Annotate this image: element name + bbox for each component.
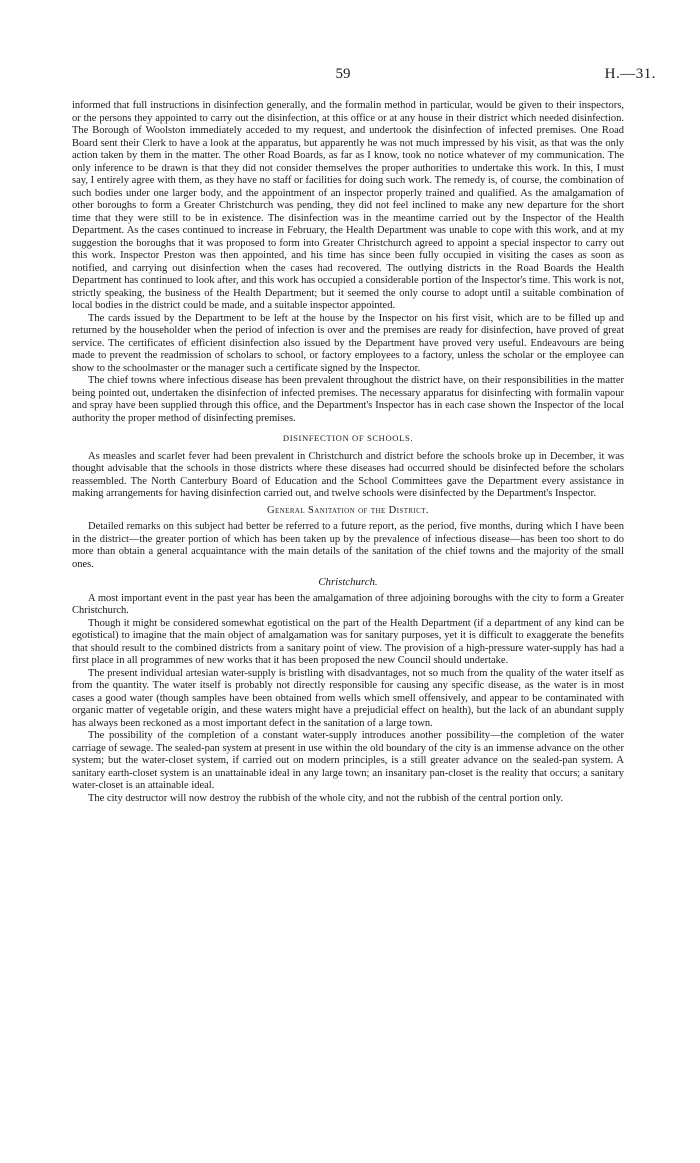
paragraph: Detailed remarks on this subject had better be referred to a future report, as the period, five months, during which I have been in the district—the greater portion of which has been taken up by the prevalence of infectious disease—has been too short to do more than obtain a general acquaintance with the main details of the sanitation of the chief towns and the majority of the small ones. xyxy=(72,521,624,570)
paragraph: As measles and scarlet fever had been prevalent in Christchurch and district before the schools broke up in December, it was thought advisable that the schools in those districts where these diseases had occurred should be disinfected before the scholars reassembled. The North Canterbury Board of Education and the School Committees gave the Department every assistance in making arrangements for having disinfection carried out, and twelve schools were disinfected by the Department's Inspector. xyxy=(72,450,624,499)
body-text xyxy=(72,100,624,805)
paragraph: The city destructor will now destroy the rubbish of the whole city, and not the rubbish of the central portion only. xyxy=(88,792,564,804)
paragraph: The possibility of the completion of a constant water-supply introduces another possibility—the completion of the water carriage of sewage. The sealed-pan system at present in use within the old boundary of the city is an immense advance on the other system; but the water-closet system, if carried out on modern principles, is a still greater advance on the sealed-pan system. A sanitary earth-closet system is an unattainable ideal in any large town; an insanitary pan-closet is the reality that occurs; a sanitary water-closet is an attainable ideal. xyxy=(72,730,624,791)
subheading-christchurch: Christchurch. xyxy=(318,576,378,588)
document-reference: H.—31. xyxy=(604,66,656,82)
paragraph: Though it might be considered somewhat egotistical on the part of the Health Department (if a department of any kind can be egotistical) to imagine that the main object of amalgamation was for sanitary purposes, yet it is difficult to exaggerate the benefits that should result to the combined districts from a sanitary point of view. The provision of a high-pressure water-supply has had a first place in all programmes of new works that it has been proposed the new Council should undertake. xyxy=(72,617,624,666)
paragraph: The cards issued by the Department to be left at the house by the Inspector on his first visit, which are to be filled up and returned by the householder when the period of infection is over and the premises are ready for disinfection, have proved of great service. The certificates of efficient disinfection also issued by the Department have proved very useful. Endeavours are being made to prevent the readmission of scholars to school, or factory employees to a factory, unless the scholar or the employee can show to the schoolmaster or the manager such a certificate signed by the Inspector. xyxy=(72,312,624,374)
paragraph: informed that full instructions in disinfection generally, and the formalin method in particular, would be given to their inspectors, or the persons they appointed to carry out the disinfection, at this office or at any house in their district which needed disinfection. The Borough of Woolston immediately acceded to my request, and undertook the disinfection of infected premises. One Road Board sent their Clerk to have a look at the apparatus, but apparently he was not much impressed by his visit, as that was the only action taken by them in the matter. The other Road Boards, as far as I know, took no notice whatever of my communication. The only inference to be drawn is that they did not consider themselves the proper authorities to undertake this work. In this, I must say, I entirely agree with them, as they have no staff or facilities for doing such work. The remedy is, of course, the combination of such bodies under one larger body, and the appointment of an inspector properly trained and qualified. As the amalgamation of other boroughs to form a Greater Christchurch was pending, they did not feel inclined to make any new departure for the short time that they were still to be in existence. The disinfection was in the meantime carried out by the Inspector of the Health Department. As the cases continued to increase in February, the Health Department was unable to cope with this work, and at my suggestion the boroughs that it was proposed to form into Greater Christchurch agreed to appoint a special inspector to carry out this work. Inspector Preston was then appointed, and his time has since been fully occupied in visiting the cases as soon as notified, and carrying out disinfection when the cases had recovered. The outlying districts in the Road Boards the Health Department has continued to look after, and this work has occupied a considerable portion of the Inspector's time. This work is not, strictly speaking, the business of the Health Department; but it seemed the only course to adopt until a suitable combination of local bodies in the district could be made, and a suitable inspector appointed. xyxy=(72,100,624,311)
section-heading-general-sanitation: General Sanitation of the District. xyxy=(267,504,429,516)
page-number: 59 xyxy=(335,66,351,82)
paragraph: The present individual artesian water-supply is bristling with disadvantages, not so much from the quality of the water itself as from the quantity. The water itself is probably not directly responsible for causing any specific disease, as the water is in most cases a good water (though samples have been obtained from wells which smell offensively, and appear to be contaminated with organic matter of vegetable origin, and these waters might have a prejudicial effect on health), but the lack of an abundant supply has always been reckoned as a most important defect in the sanitation of a large town. xyxy=(72,667,624,729)
section-heading-disinfection-of-schools: DISINFECTION OF SCHOOLS. xyxy=(282,433,414,443)
paragraph: The chief towns where infectious disease has been prevalent throughout the district have, on their responsibilities in the matter being pointed out, undertaken the disinfection of infected premises. The necessary apparatus for disinfecting with formalin vapour and spray have been supplied through this office, and the Department's Inspector has in each case shown the Inspector of the local authority the proper method of disinfecting premises. xyxy=(72,375,624,424)
paragraph: A most important event in the past year has been the amalgamation of three adjoining boroughs with the city to form a Greater Christchurch. xyxy=(72,592,624,616)
